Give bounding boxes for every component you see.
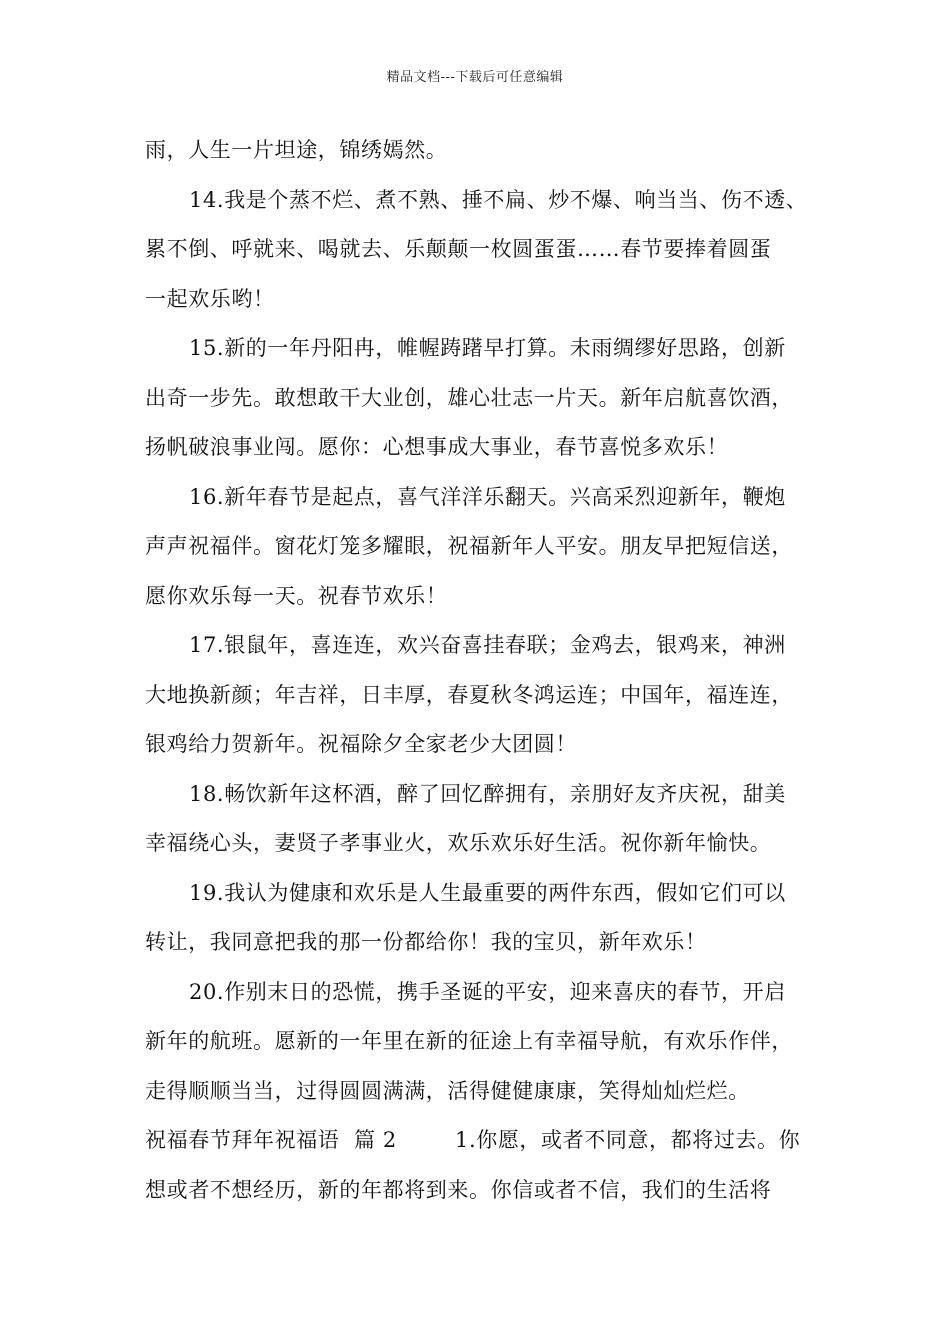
text-line: 出奇一步先。敢想敢干大业创，雄心壮志一片天。新年启航喜饮酒， xyxy=(145,385,793,410)
text-line: 19.我认为健康和欢乐是人生最重要的两件东西，假如它们可以 xyxy=(189,880,786,905)
text-line: 愿你欢乐每一天。祝春节欢乐！ xyxy=(145,583,448,608)
text-line: 一起欢乐哟！ xyxy=(145,286,275,311)
text-line: 银鸡给力贺新年。祝福除夕全家老少大团圆！ xyxy=(145,732,577,756)
text-line: 16.新年春节是起点，喜气洋洋乐翻天。兴高采烈迎新年，鞭炮 xyxy=(189,484,786,509)
text-line: 累不倒、呼就来、喝就去、乐颠颠一枚圆蛋蛋……春节要捧着圆蛋 xyxy=(145,237,772,261)
page-header: 精品文档---下载后可任意编辑 xyxy=(386,70,564,85)
text-line: 20.作别末日的恐慌，携手圣诞的平安，迎来喜庆的春节，开启 xyxy=(189,979,786,1004)
text-line: 18.畅饮新年这杯酒，醉了回忆醉拥有，亲朋好友齐庆祝，甜美 xyxy=(189,781,786,806)
text-line: 想或者不想经历，新的年都将到来。你信或者不信，我们的生活将 xyxy=(145,1177,772,1202)
text-line: 大地换新颜；年吉祥，日丰厚，春夏秋冬鸿运连；中国年，福连连， xyxy=(145,682,793,707)
text-line: 15.新的一年丹阳冉，帷幄踌躇早打算。未雨绸缪好思路，创新 xyxy=(189,336,786,360)
text-line: 14.我是个蒸不烂、煮不熟、捶不扁、炒不爆、响当当、伤不透、 xyxy=(189,187,808,212)
text-line: 走得顺顺当当，过得圆圆满满，活得健健康康，笑得灿灿烂烂。 xyxy=(145,1078,750,1103)
text-line: 转让，我同意把我的那一份都给你！我的宝贝，新年欢乐！ xyxy=(145,930,707,954)
text-line: 雨，人生一片坦途，锦绣嫣然。 xyxy=(145,138,448,162)
text-line: 幸福绕心头，妻贤子孝事业火，欢乐欢乐好生活。祝你新年愉快。 xyxy=(145,831,772,855)
text-line: 祝福春节拜年祝福语 篇 2 1.你愿，或者不同意，都将过去。你 xyxy=(145,1128,801,1152)
text-line: 17.银鼠年，喜连连，欢兴奋喜挂春联；金鸡去，银鸡来，神洲 xyxy=(189,633,786,657)
document-body xyxy=(145,126,825,1215)
text-line: 新年的航班。愿新的一年里在新的征途上有幸福导航，有欢乐作伴， xyxy=(145,1029,793,1053)
text-line: 扬帆破浪事业闯。愿你：心想事成大事业，春节喜悦多欢乐！ xyxy=(145,435,729,459)
text-line: 声声祝福伴。窗花灯笼多耀眼，祝福新年人平安。朋友早把短信送， xyxy=(145,534,793,558)
